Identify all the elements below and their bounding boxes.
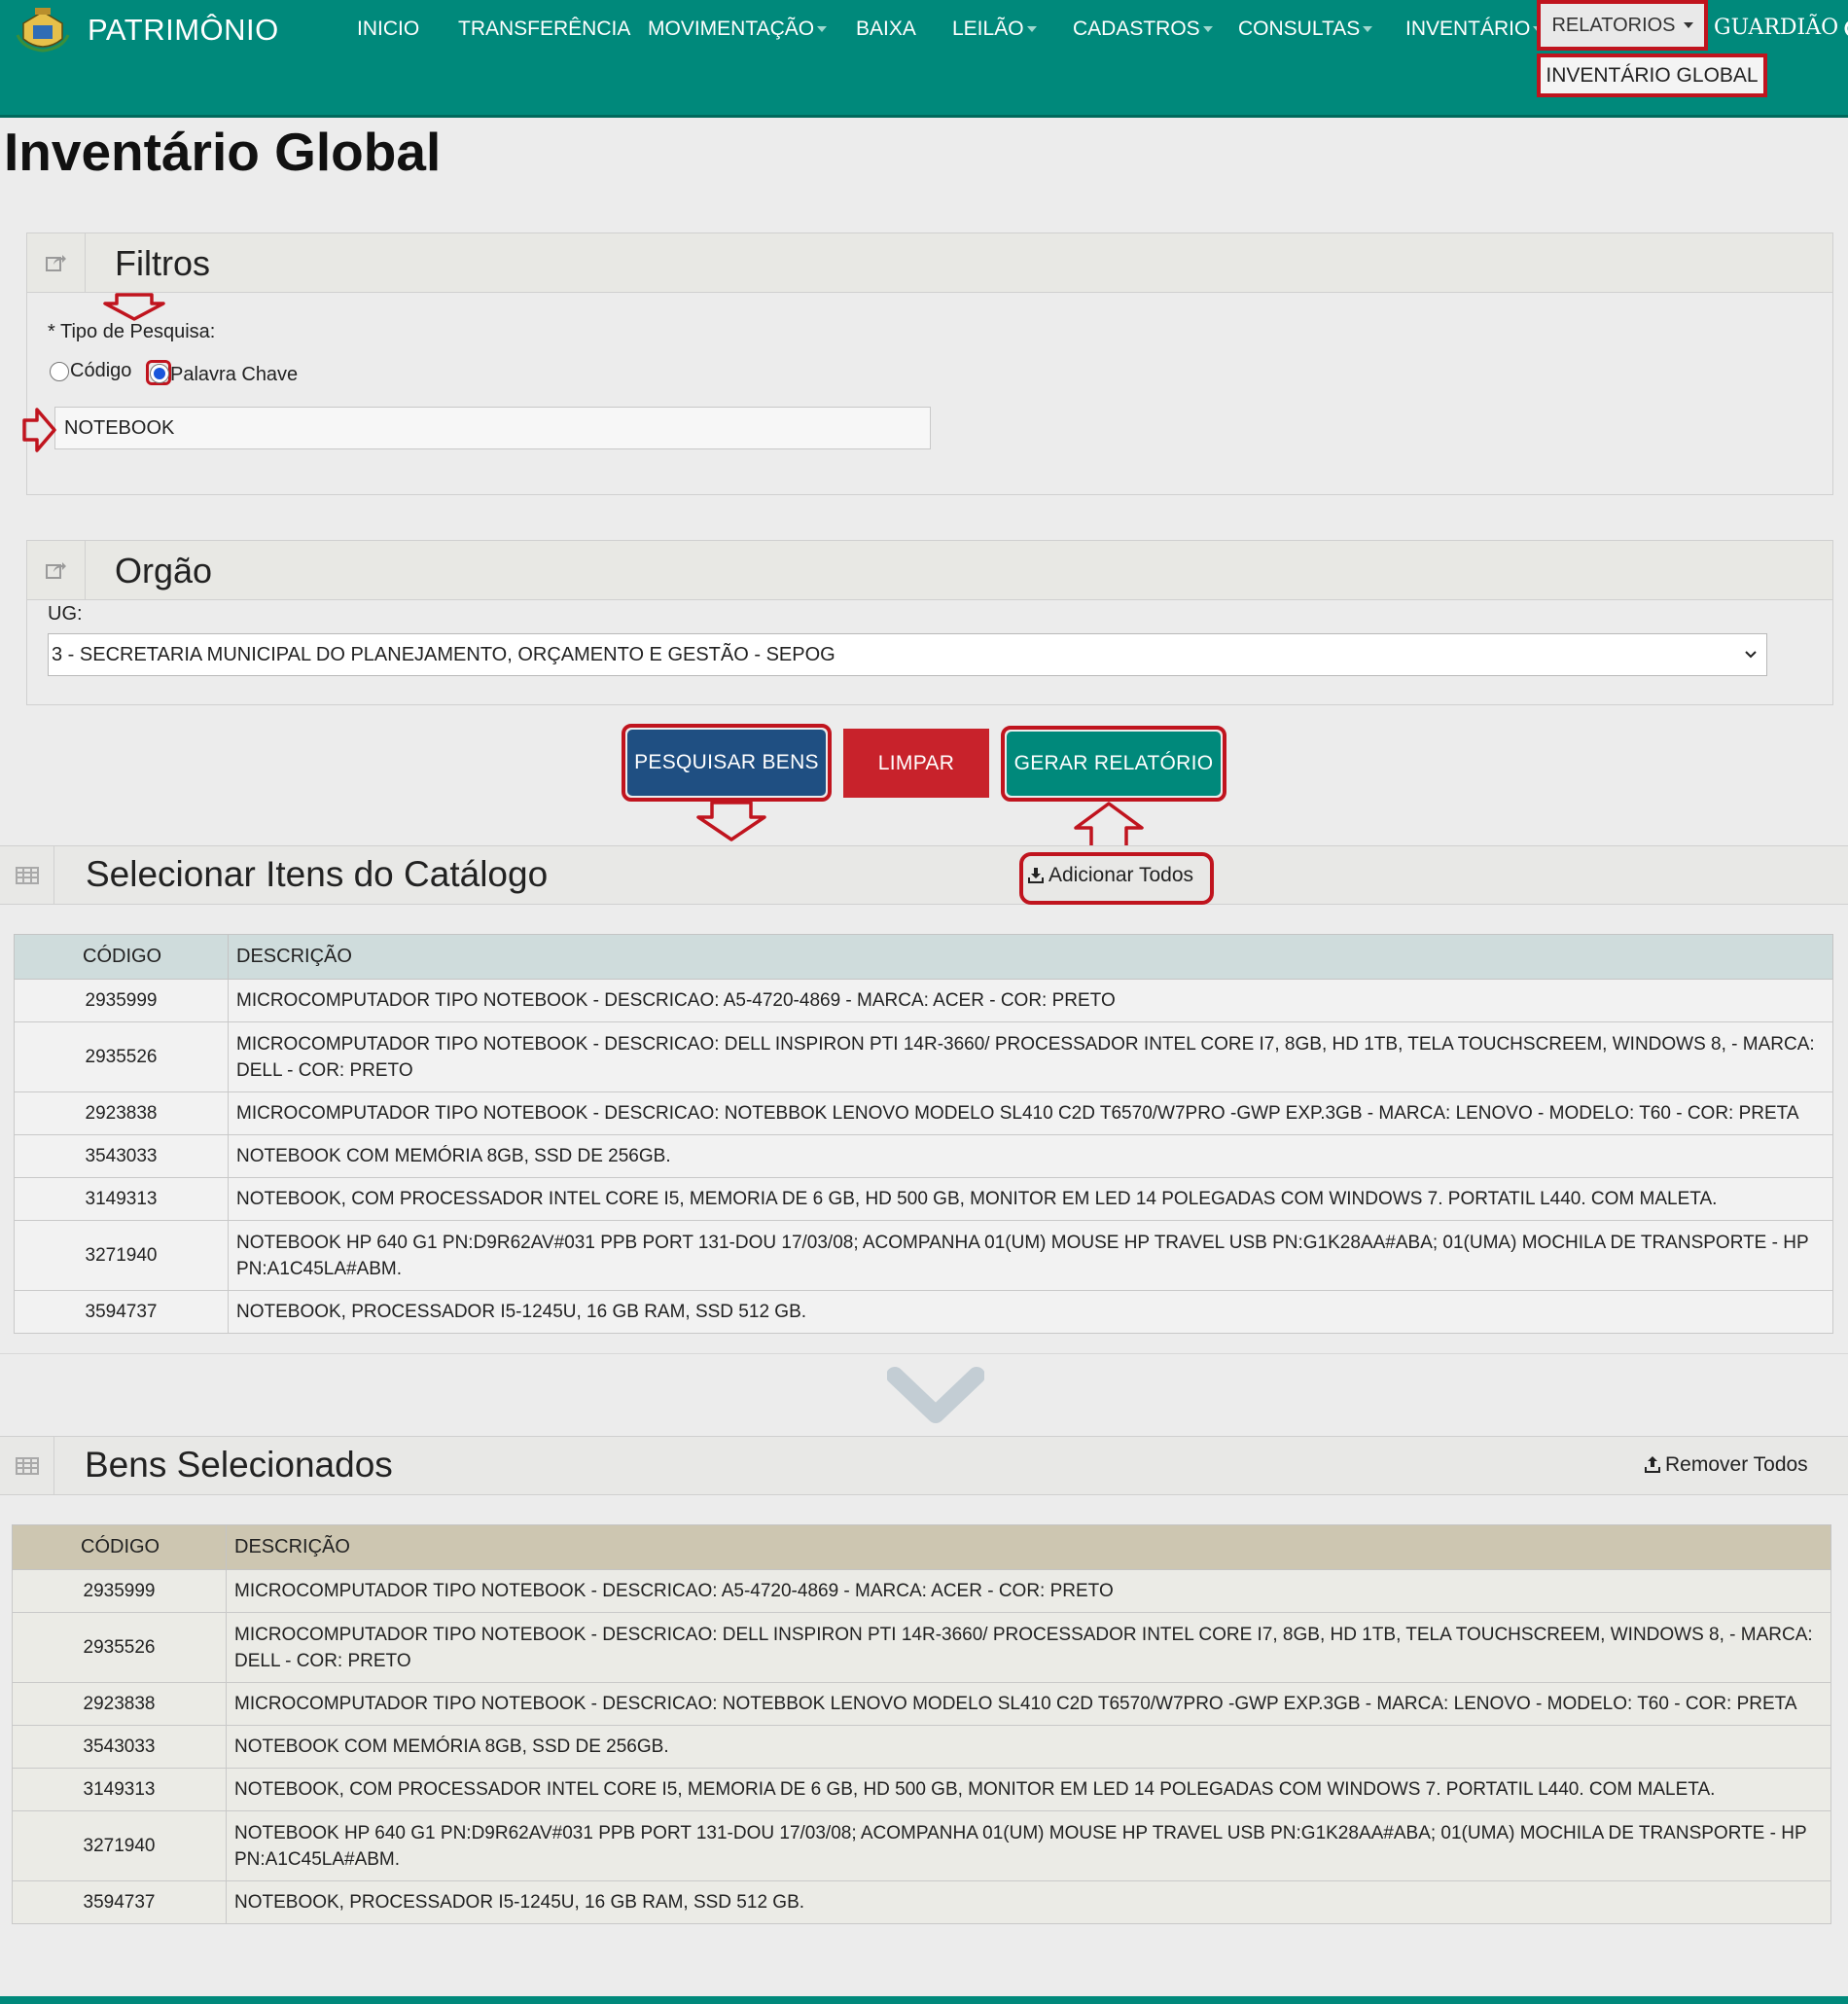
ug-label: UG: bbox=[48, 603, 83, 625]
selecionados-title: Bens Selecionados bbox=[85, 1445, 393, 1485]
cell-code: 3149313 bbox=[13, 1769, 227, 1811]
cell-code: 3149313 bbox=[15, 1178, 229, 1221]
table-row[interactable] bbox=[15, 1178, 1833, 1221]
nav-leilao[interactable] bbox=[952, 18, 1037, 41]
nav-cadastros[interactable] bbox=[1073, 18, 1213, 41]
cell-desc: NOTEBOOK, PROCESSADOR I5-1245U, 16 GB RAM, SSD 512 GB. bbox=[229, 1291, 1833, 1334]
caret-icon bbox=[1363, 26, 1372, 32]
footer-bar bbox=[0, 1996, 1848, 2004]
radio-codigo-label: Código bbox=[70, 360, 132, 381]
nav-inicio[interactable]: INICIO bbox=[357, 18, 420, 40]
table-icon bbox=[16, 1457, 39, 1475]
ug-select-value: 3 - SECRETARIA MUNICIPAL DO PLANEJAMENTO, ORÇAMENTO E GESTÃO - SEPOG bbox=[52, 643, 835, 665]
nav-leilao-label: LEILÃO bbox=[952, 18, 1024, 40]
top-navbar bbox=[0, 0, 1848, 118]
cell-desc: NOTEBOOK HP 640 G1 PN:D9R62AV#031 PPB PORT 131-DOU 17/03/08; ACOMPANHA 01(UM) MOUSE HP TRAVEL USB PN:G1K28AA#ABA; 01(UMA) MOCHILA DE TRANSPORTE - HP PN:A1C45LA#ABM. bbox=[229, 1221, 1833, 1291]
nav-relatorios-label: RELATORIOS bbox=[1551, 14, 1676, 36]
catalogo-title: Selecionar Itens do Catálogo bbox=[86, 854, 549, 894]
cell-code: 2923838 bbox=[13, 1683, 227, 1726]
table-header-row bbox=[13, 1525, 1831, 1570]
remover-todos-label: Remover Todos bbox=[1665, 1453, 1808, 1476]
cell-desc: NOTEBOOK, COM PROCESSADOR INTEL CORE I5, MEMORIA DE 6 GB, HD 500 GB, MONITOR EM LED 14 POLEGADAS COM WINDOWS 7. PORTATIL L440. COM MALETA. bbox=[227, 1769, 1831, 1811]
cell-desc: MICROCOMPUTADOR TIPO NOTEBOOK - DESCRICAO: NOTEBBOK LENOVO MODELO SL410 C2D T6570/W7PRO -GWP EXP.3GB - MARCA: LENOVO - MODELO: T60 - COR: PRETA bbox=[227, 1683, 1831, 1726]
cell-desc: MICROCOMPUTADOR TIPO NOTEBOOK - DESCRICAO: A5-4720-4869 - MARCA: ACER - COR: PRETO bbox=[227, 1570, 1831, 1613]
keyword-input[interactable]: NOTEBOOK bbox=[54, 407, 931, 449]
selecionados-table bbox=[12, 1524, 1831, 1924]
nav-cadastros-label: CADASTROS bbox=[1073, 18, 1200, 40]
annotation-arrow-right-icon bbox=[21, 407, 56, 453]
column-header-codigo[interactable]: CÓDIGO bbox=[13, 1525, 227, 1570]
cell-code: 3271940 bbox=[15, 1221, 229, 1291]
table-row[interactable] bbox=[15, 1135, 1833, 1178]
brand[interactable] bbox=[14, 6, 279, 54]
annotation-arrow-down-icon bbox=[694, 800, 768, 842]
catalogo-header bbox=[0, 845, 1848, 905]
nav-transferencia[interactable]: TRANSFERÊNCIA bbox=[458, 18, 631, 40]
caret-icon bbox=[1027, 26, 1037, 32]
nav-relatorios[interactable] bbox=[1537, 0, 1708, 51]
user-name: GUARDIÃO bbox=[1714, 16, 1839, 40]
nav-consultas[interactable] bbox=[1238, 18, 1372, 41]
column-header-descricao[interactable]: DESCRIÇÃO bbox=[229, 935, 1833, 980]
table-row[interactable] bbox=[13, 1570, 1831, 1613]
table-row[interactable] bbox=[15, 1022, 1833, 1092]
radio-palavra-chave[interactable] bbox=[150, 364, 169, 383]
download-icon bbox=[1027, 867, 1045, 884]
nav-baixa[interactable]: BAIXA bbox=[856, 18, 916, 40]
cell-desc: MICROCOMPUTADOR TIPO NOTEBOOK - DESCRICAO: NOTEBBOK LENOVO MODELO SL410 C2D T6570/W7PRO -GWP EXP.3GB - MARCA: LENOVO - MODELO: T60 - COR: PRETA bbox=[229, 1092, 1833, 1135]
column-header-codigo[interactable]: CÓDIGO bbox=[15, 935, 229, 980]
nav-movimentacao-label: MOVIMENTAÇÃO bbox=[648, 18, 815, 40]
orgao-title: Orgão bbox=[115, 551, 213, 590]
chevron-down-icon bbox=[1743, 647, 1759, 662]
orgao-panel-header bbox=[27, 541, 1832, 600]
selecionados-header bbox=[0, 1436, 1848, 1495]
table-icon bbox=[16, 867, 39, 884]
cell-code: 3271940 bbox=[13, 1811, 227, 1881]
power-icon[interactable] bbox=[1842, 17, 1848, 40]
cell-code: 2935999 bbox=[15, 980, 229, 1022]
radio-palavra-label: Palavra Chave bbox=[170, 364, 299, 385]
pesquisar-bens-button[interactable]: PESQUISAR BENS bbox=[627, 730, 826, 796]
ug-select[interactable] bbox=[48, 633, 1767, 676]
cell-code: 3543033 bbox=[15, 1135, 229, 1178]
limpar-button[interactable]: LIMPAR bbox=[843, 729, 989, 798]
share-icon bbox=[46, 253, 67, 272]
table-row[interactable] bbox=[13, 1881, 1831, 1924]
cell-desc: NOTEBOOK COM MEMÓRIA 8GB, SSD DE 256GB. bbox=[229, 1135, 1833, 1178]
cell-code: 3594737 bbox=[13, 1881, 227, 1924]
caret-icon bbox=[817, 26, 827, 32]
tipo-pesquisa-label: * Tipo de Pesquisa: bbox=[48, 321, 216, 342]
cell-code: 2935526 bbox=[15, 1022, 229, 1092]
cell-desc: NOTEBOOK, COM PROCESSADOR INTEL CORE I5, MEMORIA DE 6 GB, HD 500 GB, MONITOR EM LED 14 POLEGADAS COM WINDOWS 7. PORTATIL L440. COM MALETA. bbox=[229, 1178, 1833, 1221]
table-row[interactable] bbox=[13, 1811, 1831, 1881]
cell-desc: NOTEBOOK COM MEMÓRIA 8GB, SSD DE 256GB. bbox=[227, 1726, 1831, 1769]
filtros-panel-header bbox=[27, 233, 1832, 293]
cell-code: 2935526 bbox=[13, 1613, 227, 1683]
nav-consultas-label: CONSULTAS bbox=[1238, 18, 1361, 40]
section-divider bbox=[0, 1353, 1848, 1354]
user-menu[interactable] bbox=[1714, 16, 1848, 40]
table-header-row bbox=[15, 935, 1833, 980]
adicionar-todos-button[interactable] bbox=[1027, 864, 1193, 887]
table-row[interactable] bbox=[13, 1726, 1831, 1769]
orgao-panel bbox=[26, 540, 1833, 705]
cell-desc: NOTEBOOK, PROCESSADOR I5-1245U, 16 GB RAM, SSD 512 GB. bbox=[227, 1881, 1831, 1924]
adicionar-todos-label: Adicionar Todos bbox=[1048, 864, 1194, 886]
cell-desc: MICROCOMPUTADOR TIPO NOTEBOOK - DESCRICAO: DELL INSPIRON PTI 14R-3660/ PROCESSADOR INTEL CORE I7, 8GB, HD 1TB, TELA TOUCHSCREEM, WINDOWS 8, - MARCA: DELL - COR: PRETO bbox=[229, 1022, 1833, 1092]
cell-desc: NOTEBOOK HP 640 G1 PN:D9R62AV#031 PPB PORT 131-DOU 17/03/08; ACOMPANHA 01(UM) MOUSE HP TRAVEL USB PN:G1K28AA#ABA; 01(UMA) MOCHILA DE TRANSPORTE - HP PN:A1C45LA#ABM. bbox=[227, 1811, 1831, 1881]
table-row[interactable] bbox=[13, 1613, 1831, 1683]
caret-icon bbox=[1203, 26, 1213, 32]
table-row[interactable] bbox=[15, 1092, 1833, 1135]
table-row[interactable] bbox=[15, 1221, 1833, 1291]
cell-desc: MICROCOMPUTADOR TIPO NOTEBOOK - DESCRICAO: A5-4720-4869 - MARCA: ACER - COR: PRETO bbox=[229, 980, 1833, 1022]
catalogo-table-icon-cell bbox=[0, 846, 54, 904]
caret-icon bbox=[1684, 22, 1693, 28]
selecionados-table-icon-cell bbox=[0, 1437, 54, 1494]
table-row[interactable] bbox=[15, 1291, 1833, 1334]
nav-inventario[interactable] bbox=[1405, 18, 1543, 41]
app-name: PATRIMÔNIO bbox=[88, 13, 279, 47]
annotation-arrow-down-icon bbox=[103, 292, 165, 321]
column-header-descricao[interactable]: DESCRIÇÃO bbox=[227, 1525, 1831, 1570]
nav-movimentacao[interactable] bbox=[648, 18, 827, 41]
filtros-share-button[interactable] bbox=[27, 233, 86, 292]
upload-icon bbox=[1644, 1456, 1661, 1474]
remover-todos-button[interactable] bbox=[1644, 1453, 1808, 1477]
coat-of-arms-icon bbox=[14, 6, 72, 54]
table-row[interactable] bbox=[13, 1769, 1831, 1811]
table-row[interactable] bbox=[15, 980, 1833, 1022]
cell-code: 2935999 bbox=[13, 1570, 227, 1613]
share-icon bbox=[46, 560, 67, 580]
filtros-title: Filtros bbox=[115, 243, 210, 283]
catalogo-table bbox=[14, 934, 1833, 1334]
cell-desc: MICROCOMPUTADOR TIPO NOTEBOOK - DESCRICAO: DELL INSPIRON PTI 14R-3660/ PROCESSADOR INTEL CORE I7, 8GB, HD 1TB, TELA TOUCHSCREEM, WINDOWS 8, - MARCA: DELL - COR: PRETO bbox=[227, 1613, 1831, 1683]
cell-code: 3594737 bbox=[15, 1291, 229, 1334]
gerar-relatorio-button[interactable]: GERAR RELATÓRIO bbox=[1007, 732, 1221, 796]
nav-inventario-label: INVENTÁRIO bbox=[1405, 18, 1531, 40]
cell-code: 2923838 bbox=[15, 1092, 229, 1135]
page-title: Inventário Global bbox=[4, 122, 442, 182]
chevron-down-icon bbox=[887, 1366, 984, 1428]
dropdown-inventario-global[interactable]: INVENTÁRIO GLOBAL bbox=[1537, 54, 1767, 97]
table-row[interactable] bbox=[13, 1683, 1831, 1726]
cell-code: 3543033 bbox=[13, 1726, 227, 1769]
orgao-share-button[interactable] bbox=[27, 541, 86, 599]
radio-codigo[interactable] bbox=[50, 362, 69, 381]
